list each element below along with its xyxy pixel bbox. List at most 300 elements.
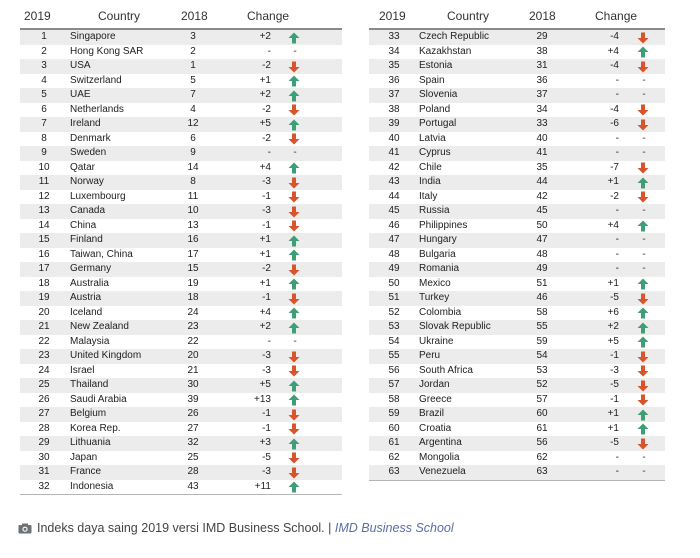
header-change: Change [595,9,638,23]
table-row [20,59,342,74]
table-row [20,161,342,176]
country-cell: Slovak Republic [419,321,491,332]
header-change: Change [247,9,290,23]
change-indicator [288,88,302,102]
arrow-up-icon [288,249,300,261]
prev-rank-cell: 39 [187,393,199,405]
rank-cell: 9 [41,147,47,158]
arrow-down-icon [637,351,649,363]
country-cell: India [419,176,441,187]
table-body-left [20,30,342,495]
change-indicator [288,161,302,175]
rank-cell: 6 [41,103,47,115]
table-row [369,117,665,132]
rank-cell: 18 [38,277,50,289]
table-row [20,88,342,103]
country-cell: South Africa [419,364,473,376]
no-change-dash: - [642,89,646,100]
change-cell: - [615,89,619,100]
rank-cell: 19 [38,292,50,303]
rank-cell: 46 [388,219,400,231]
rank-cell: 3 [41,60,47,71]
no-change-dash: - [642,466,646,477]
country-cell: Finland [70,234,103,245]
change-indicator [288,248,302,262]
change-cell: +2 [259,321,271,332]
prev-rank-cell: 28 [187,466,199,477]
change-cell: +1 [607,277,619,289]
country-cell: Switzerland [70,74,122,86]
table-row [369,175,665,190]
prev-rank-cell: 7 [190,89,196,100]
prev-rank-cell: 16 [187,234,199,245]
arrow-up-icon [288,32,300,44]
change-indicator [637,219,651,233]
arrow-down-icon [288,61,300,73]
table-row [20,451,342,466]
change-cell: -5 [610,437,619,448]
arrow-down-icon [288,293,300,305]
change-cell: -1 [262,219,271,231]
table-row [20,407,342,422]
change-indicator [288,190,302,204]
prev-rank-cell: 36 [536,74,548,86]
rank-cell: 32 [38,480,50,492]
change-indicator [637,465,651,480]
caption-text: Indeks daya saing 2019 versi IMD Business School. | [37,521,335,535]
prev-rank-cell: 13 [187,219,199,231]
ranking-table-right [369,6,665,481]
table-row [369,59,665,74]
header-prev: 2018 [529,9,556,23]
rank-cell: 41 [388,147,400,158]
prev-rank-cell: 49 [536,263,548,274]
change-cell: - [267,335,271,347]
rank-cell: 7 [41,118,47,129]
table-row [369,132,665,147]
country-cell: Chile [419,161,442,173]
change-indicator [288,175,302,189]
rank-cell: 14 [38,219,50,231]
change-indicator [288,320,302,334]
arrow-up-icon [288,481,300,493]
country-cell: Indonesia [70,480,114,492]
no-change-dash: - [642,451,646,463]
change-indicator [288,393,302,407]
change-cell: +1 [259,74,271,86]
prev-rank-cell: 26 [187,408,199,419]
country-cell: Estonia [419,60,453,71]
table-row [369,204,665,219]
table-row [20,306,342,321]
change-indicator [288,103,302,117]
country-cell: Kazakhstan [419,45,472,57]
change-indicator [288,364,302,378]
header-rank: 2019 [24,9,51,23]
header-rank: 2019 [379,9,406,23]
country-cell: Venezuela [419,466,466,477]
change-indicator [637,146,651,161]
change-cell: -5 [262,451,271,463]
country-cell: Israel [70,364,95,376]
change-indicator [288,262,302,276]
country-cell: Mongolia [419,451,460,463]
prev-rank-cell: 52 [536,379,548,390]
table-row [20,335,342,350]
change-cell: -2 [262,60,271,71]
arrow-down-icon [637,380,649,392]
arrow-down-icon [288,423,300,435]
rank-cell: 30 [38,451,50,463]
prev-rank-cell: 21 [187,364,199,376]
ranking-table-left [20,6,342,495]
change-indicator [637,132,651,147]
change-indicator [637,349,651,363]
prev-rank-cell: 17 [187,248,199,260]
rank-cell: 33 [388,31,400,42]
prev-rank-cell: 23 [187,321,199,332]
prev-rank-cell: 43 [187,480,199,492]
change-cell: - [615,147,619,158]
change-indicator [288,233,302,247]
change-indicator [637,161,651,175]
arrow-up-icon [637,307,649,319]
prev-rank-cell: 50 [536,219,548,231]
table-bottom-rule [20,494,342,495]
change-cell: - [615,451,619,463]
caption-source[interactable]: IMD Business School [334,521,454,535]
prev-rank-cell: 57 [536,393,548,405]
table-row [369,103,665,118]
arrow-down-icon [637,293,649,305]
country-cell: United Kingdom [70,350,142,361]
arrow-down-icon [288,206,300,218]
change-indicator [637,291,651,305]
table-row [369,451,665,466]
table-row [369,291,665,306]
prev-rank-cell: 47 [536,234,548,245]
arrow-up-icon [288,119,300,131]
change-indicator [288,349,302,363]
arrow-up-icon [637,278,649,290]
no-change-dash: - [642,132,646,144]
change-cell: -1 [262,292,271,303]
change-cell: -3 [262,205,271,216]
rank-cell: 29 [38,437,50,448]
prev-rank-cell: 63 [536,466,548,477]
rank-cell: 22 [38,335,50,347]
change-indicator [637,45,651,59]
table-row [369,45,665,60]
table-row [20,378,342,393]
table-row [20,349,342,364]
rank-cell: 28 [38,422,50,434]
rank-cell: 31 [38,466,50,477]
country-cell: Croatia [419,422,452,434]
change-cell: -4 [610,60,619,71]
rank-cell: 4 [41,74,47,86]
arrow-down-icon [288,177,300,189]
arrow-down-icon [288,133,300,145]
country-cell: France [70,466,102,477]
table-header [20,6,342,30]
change-cell: - [615,248,619,260]
country-cell: Philippines [419,219,468,231]
change-cell: +4 [607,45,619,57]
rank-cell: 24 [38,364,50,376]
prev-rank-cell: 22 [187,335,199,347]
rank-cell: 43 [388,176,400,187]
table-row [20,364,342,379]
arrow-up-icon [288,162,300,174]
prev-rank-cell: 27 [187,422,199,434]
table-row [369,465,665,480]
arrow-up-icon [288,322,300,334]
change-indicator [288,480,302,494]
change-indicator [637,233,651,248]
change-cell: +5 [259,379,271,390]
change-indicator [288,30,302,44]
rank-cell: 23 [38,350,50,361]
prev-rank-cell: 19 [187,277,199,289]
table-row [20,320,342,335]
prev-rank-cell: 48 [536,248,548,260]
prev-rank-cell: 15 [187,263,199,274]
country-cell: Canada [70,205,106,216]
change-cell: - [267,147,271,158]
table-row [369,422,665,437]
country-cell: Greece [419,393,452,405]
table-row [369,277,665,292]
change-indicator [637,59,651,73]
arrow-up-icon [288,235,300,247]
arrow-down-icon [288,409,300,421]
country-cell: Luxembourg [70,190,126,202]
table-row [369,364,665,379]
no-change-dash: - [642,74,646,86]
change-cell: -2 [262,263,271,274]
prev-rank-cell: 11 [187,190,199,202]
country-cell: Bulgaria [419,248,456,260]
prev-rank-cell: 1 [190,60,196,71]
rank-cell: 5 [41,89,47,100]
change-cell: - [267,45,271,57]
table-row [20,233,342,248]
arrow-up-icon [637,177,649,189]
table-row [20,219,342,234]
change-indicator [288,378,302,392]
prev-rank-cell: 34 [536,103,548,115]
arrow-down-icon [288,467,300,479]
change-cell: -3 [262,466,271,477]
change-indicator [288,306,302,320]
rank-cell: 53 [388,321,400,332]
country-cell: Ukraine [419,335,454,347]
table-row [369,436,665,451]
country-cell: Poland [419,103,451,115]
table-row [20,422,342,437]
change-indicator [637,306,651,320]
prev-rank-cell: 2 [190,45,196,57]
prev-rank-cell: 62 [536,451,548,463]
country-cell: Germany [70,263,112,274]
change-cell: - [615,263,619,274]
change-indicator [288,407,302,421]
change-indicator [288,436,302,450]
table-row [20,204,342,219]
change-cell: - [615,74,619,86]
arrow-up-icon [637,336,649,348]
country-cell: Lithuania [70,437,111,448]
change-cell: - [615,205,619,216]
arrow-up-icon [637,46,649,58]
table-row [369,320,665,335]
change-cell: -4 [610,103,619,115]
rank-cell: 13 [38,205,50,216]
rank-cell: 39 [388,118,400,129]
rank-cell: 48 [388,248,400,260]
country-cell: New Zealand [70,321,129,332]
table-row [20,132,342,147]
rank-cell: 17 [38,263,50,274]
prev-rank-cell: 5 [190,74,196,86]
arrow-down-icon [637,61,649,73]
caption [18,521,454,537]
prev-rank-cell: 14 [187,161,199,173]
change-indicator [288,422,302,436]
arrow-up-icon [288,75,300,87]
change-indicator [288,291,302,305]
table-row [369,306,665,321]
rank-cell: 10 [38,161,50,173]
rank-cell: 26 [38,393,50,405]
table-row [20,30,342,45]
change-cell: -1 [262,422,271,434]
change-cell: -5 [610,292,619,303]
arrow-down-icon [288,264,300,276]
change-cell: +6 [607,306,619,318]
change-indicator [288,117,302,131]
change-indicator [288,451,302,465]
change-cell: +4 [607,219,619,231]
prev-rank-cell: 12 [187,118,199,129]
change-cell: +2 [259,89,271,100]
change-indicator [288,335,302,350]
change-indicator [288,204,302,218]
table-row [20,291,342,306]
prev-rank-cell: 24 [187,306,199,318]
country-cell: Turkey [419,292,450,303]
table-row [20,74,342,89]
change-indicator [637,175,651,189]
change-cell: - [615,132,619,144]
change-cell: +1 [607,408,619,419]
country-cell: Jordan [419,379,450,390]
rank-cell: 16 [38,248,50,260]
rank-cell: 2 [41,45,47,57]
no-change-dash: - [642,263,646,274]
change-indicator [637,422,651,436]
no-change-dash: - [293,45,297,57]
change-cell: -2 [610,190,619,202]
rank-cell: 57 [388,379,400,390]
rank-cell: 54 [388,335,400,347]
arrow-down-icon [637,162,649,174]
prev-rank-cell: 33 [536,118,548,129]
change-indicator [637,74,651,89]
prev-rank-cell: 35 [536,161,548,173]
rank-cell: 1 [41,31,47,42]
change-indicator [637,407,651,421]
country-cell: China [70,219,97,231]
change-cell: -3 [262,364,271,376]
table-row [369,219,665,234]
no-change-dash: - [642,248,646,260]
change-cell: +2 [259,31,271,42]
rank-cell: 12 [38,190,50,202]
country-cell: Norway [70,176,104,187]
arrow-down-icon [288,351,300,363]
change-indicator [637,335,651,349]
country-cell: Australia [70,277,109,289]
country-cell: Spain [419,74,445,86]
arrow-up-icon [288,394,300,406]
change-cell: +1 [259,234,271,245]
change-cell: -5 [610,379,619,390]
rank-cell: 45 [388,205,400,216]
arrow-down-icon [637,32,649,44]
rank-cell: 61 [388,437,400,448]
prev-rank-cell: 8 [190,176,196,187]
rank-cell: 42 [388,161,400,173]
change-indicator [637,30,651,44]
change-indicator [637,262,651,277]
table-row [369,146,665,161]
change-cell: -1 [610,350,619,361]
table-row [369,349,665,364]
change-cell: -4 [610,31,619,42]
change-indicator [288,74,302,88]
prev-rank-cell: 60 [536,408,548,419]
change-cell: +13 [254,393,271,405]
table-row [20,117,342,132]
arrow-down-icon [288,191,300,203]
change-indicator [288,219,302,233]
country-cell: Colombia [419,306,462,318]
country-cell: Malaysia [70,335,110,347]
rank-cell: 25 [38,379,50,390]
change-cell: - [615,466,619,477]
change-cell: - [615,234,619,245]
rank-cell: 59 [388,408,400,419]
prev-rank-cell: 10 [187,205,199,216]
country-cell: Latvia [419,132,446,144]
prev-rank-cell: 46 [536,292,548,303]
prev-rank-cell: 30 [187,379,199,390]
country-cell: Portugal [419,118,457,129]
prev-rank-cell: 59 [536,335,548,347]
rank-cell: 40 [388,132,400,144]
arrow-down-icon [288,220,300,232]
country-cell: Hungary [419,234,457,245]
change-cell: +3 [259,437,271,448]
table-row [20,436,342,451]
country-cell: Hong Kong SAR [70,45,144,57]
country-cell: Russia [419,205,450,216]
country-cell: Singapore [70,31,116,42]
change-indicator [637,393,651,407]
prev-rank-cell: 42 [536,190,548,202]
